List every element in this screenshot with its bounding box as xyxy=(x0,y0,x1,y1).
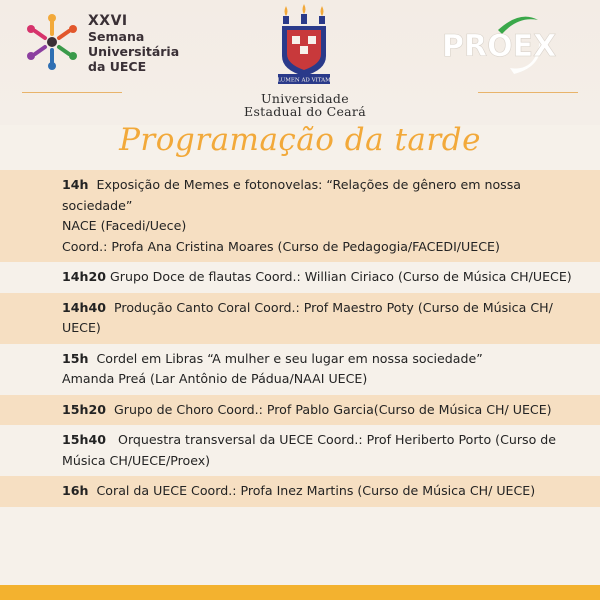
semana-edition: XXVI xyxy=(88,13,128,29)
university-line1: Universidade xyxy=(261,91,349,106)
schedule-time: 14h40 xyxy=(62,299,107,315)
schedule-item xyxy=(0,293,600,344)
schedule-time: 15h xyxy=(62,350,89,366)
schedule-text: Amanda Preá (Lar Antônio de Pádua/NAAI UECE) xyxy=(62,371,368,386)
university-name xyxy=(210,92,400,118)
schedule-item xyxy=(0,476,600,507)
left-divider xyxy=(22,92,122,93)
schedule-text: Cordel em Libras “A mulher e seu lugar em nossa sociedade” xyxy=(96,350,483,366)
semana-line1: Semana xyxy=(88,29,145,44)
schedule-text: Produção Canto Coral Coord.: Prof Maestro Poty (Curso de Música CH/ UECE) xyxy=(62,299,553,335)
crest-motto: LUMEN AD VITAM xyxy=(277,77,331,84)
schedule-text: Coord.: Profa Ana Cristina Moares (Curso de Pedagogia/FACEDI/UECE) xyxy=(62,238,500,254)
schedule-text: Grupo Doce de flautas Coord.: Willian Ciriaco (Curso de Música CH/UECE) xyxy=(110,269,572,284)
schedule-list xyxy=(0,170,600,507)
schedule-time: 14h xyxy=(62,177,89,192)
schedule-text: Grupo de Choro Coord.: Prof Pablo Garcia(Curso de Música CH/ UECE) xyxy=(114,401,552,417)
schedule-item xyxy=(0,395,600,426)
university-line2: Estadual do Ceará xyxy=(244,104,366,119)
schedule-time: 14h20 xyxy=(62,269,107,284)
schedule-time: 15h40 xyxy=(62,432,107,447)
right-divider xyxy=(478,92,578,93)
schedule-item xyxy=(0,344,600,395)
proex-logo xyxy=(440,8,580,78)
schedule-item xyxy=(0,425,600,476)
uece-crest-icon xyxy=(274,2,334,92)
schedule-item xyxy=(0,170,600,262)
schedule-time: 15h20 xyxy=(62,401,107,417)
semana-title xyxy=(88,14,198,74)
schedule-text: Orquestra transversal da UECE Coord.: Prof Heriberto Porto (Curso de Música CH/UECE/Proex) xyxy=(62,432,557,468)
schedule-text: NACE (Facedi/Uece) xyxy=(62,218,187,233)
schedule-text: Coral da UECE Coord.: Profa Inez Martins (Curso de Música CH/ UECE) xyxy=(96,483,536,498)
schedule-time: 16h xyxy=(62,483,89,498)
header xyxy=(0,0,600,125)
semana-line3: da UECE xyxy=(88,59,147,74)
schedule-item xyxy=(0,262,600,293)
page-title: Programação da tarde xyxy=(119,122,481,158)
semana-line2: Universitária xyxy=(88,44,180,59)
bottom-bar xyxy=(0,585,600,600)
proex-wordmark: PROEX xyxy=(442,29,557,64)
semana-universitaria-logo xyxy=(24,12,80,76)
schedule-text: Exposição de Memes e fotonovelas: “Relações de gênero em nossa sociedade” xyxy=(62,177,522,213)
